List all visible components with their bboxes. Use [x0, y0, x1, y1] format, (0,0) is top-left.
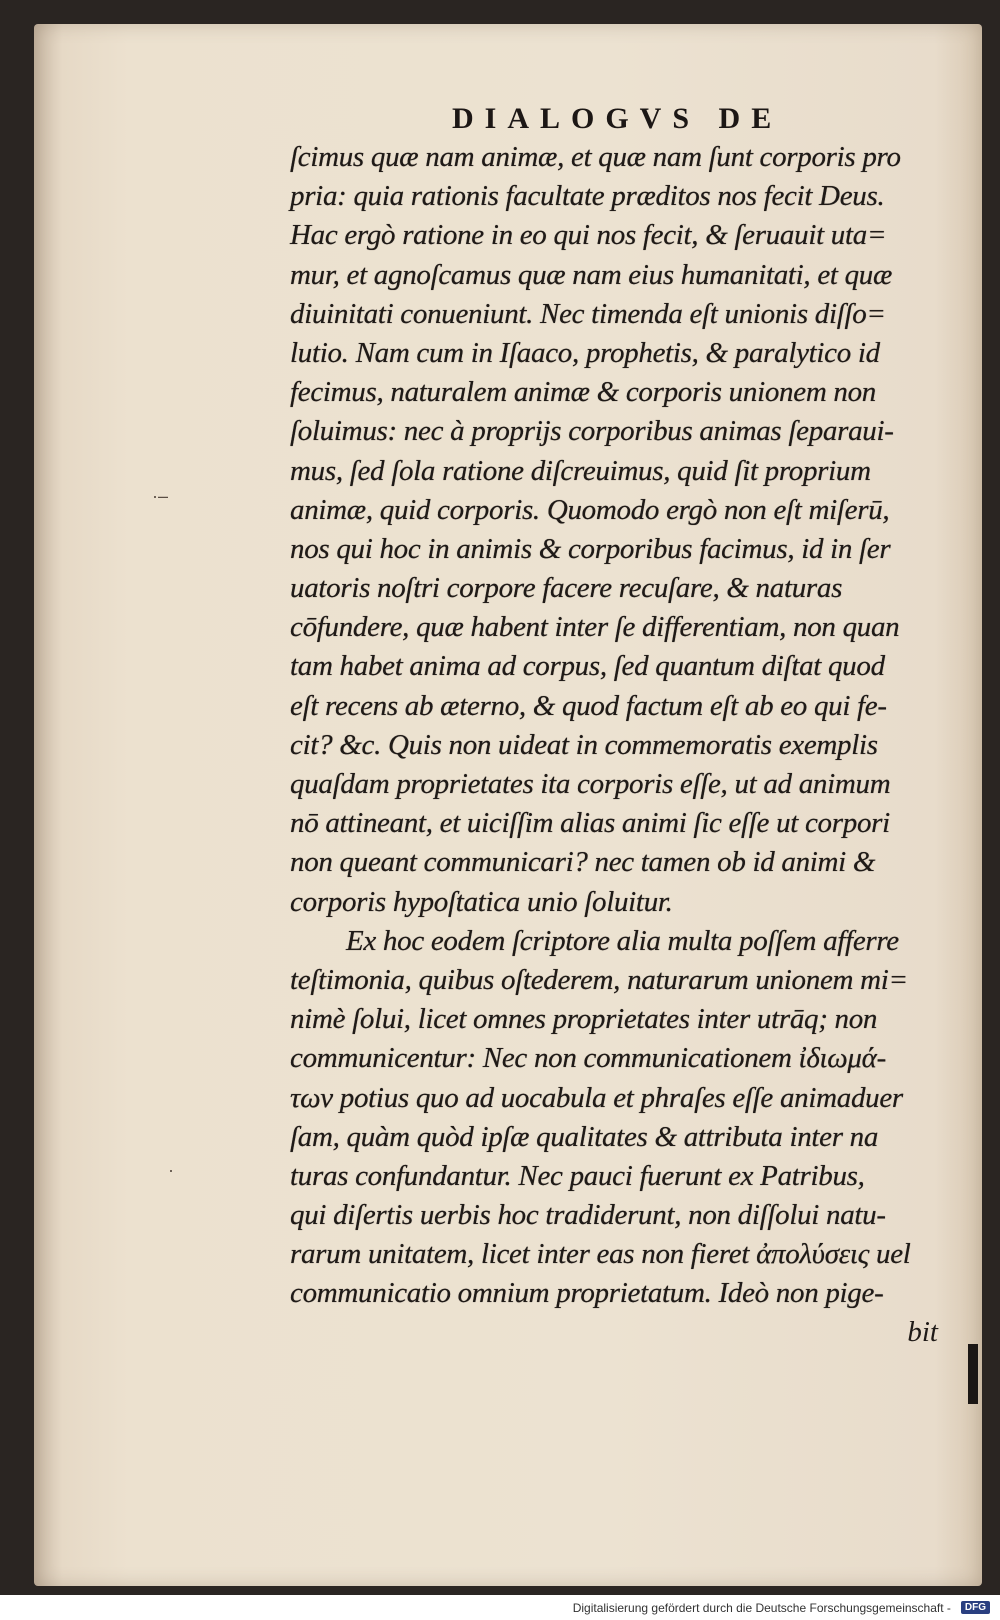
- text-line: turas confundantur. Nec pauci fuerunt ex Patribus,: [290, 1159, 865, 1192]
- margin-dot: ·: [168, 1160, 174, 1180]
- text-line: mus, ſed ſola ratione diſcreuimus, quid ſit proprium: [290, 454, 871, 487]
- margin-mark: ·–: [152, 486, 169, 506]
- catchword: bit: [907, 1315, 938, 1348]
- text-line: quaſdam proprietates ita corporis eſſe, ut ad animum: [290, 768, 891, 800]
- text-line: qui diſertis uerbis hoc tradiderunt, non diſſolui natu-: [290, 1199, 886, 1232]
- text-line: mur, et agnoſcamus quæ nam eius humanitati, et quæ: [290, 258, 893, 291]
- text-line: των potius quo ad uocabula et phraſes eſſe animaduer: [290, 1081, 903, 1114]
- text-line: tam habet anima ad corpus, ſed quantum diſtat quod: [290, 650, 885, 683]
- text-line: communicatio omnium proprietatum. Ideò non pige-: [290, 1277, 884, 1310]
- text-line: cōfundere, quæ habent inter ſe differentiam, non quan: [290, 611, 900, 644]
- text-line: non queant communicari? nec tamen ob id animi &: [290, 846, 876, 879]
- text-line: teſtimonia, quibus oſtederem, naturarum unionem mi=: [290, 963, 908, 996]
- text-line: lutio. Nam cum in Iſaaco, prophetis, & paralytico id: [290, 336, 880, 369]
- text-line: ſcimus quæ nam animæ, et quæ nam ſunt corporis pro: [290, 141, 901, 173]
- text-line: corporis hypoſtatica unio ſoluitur.: [290, 885, 673, 918]
- text-line: fecimus, naturalem animæ & corporis unionem non: [290, 376, 877, 409]
- text-line: animæ, quid corporis. Quomodo ergò non eſt miſerū,: [290, 493, 890, 526]
- text-line: ſam, quàm quòd ipſæ qualitates & attributa inter na: [290, 1120, 879, 1153]
- text-line: communicentur: Nec non communicationem ἰδιωμά-: [290, 1042, 886, 1075]
- text-block: [290, 138, 970, 1350]
- page-edge-shadow: [968, 1344, 978, 1404]
- running-head: DIALOGVS DE: [452, 102, 783, 135]
- text-line: eſt recens ab æterno, & quod factum eſt ab eo qui fe-: [290, 689, 887, 722]
- text-line: rarum unitatem, licet inter eas non fieret ἀπολύσεις uel: [290, 1238, 911, 1271]
- text-line: uatoris noſtri corpore facere recuſare, & naturas: [290, 572, 843, 605]
- text-line: nimè ſolui, licet omnes proprietates inter utrāq; non: [290, 1003, 878, 1036]
- paragraph-start-line: Ex hoc eodem ſcriptore alia multa poſſem afferre: [346, 924, 899, 957]
- text-line: cit? &c. Quis non uideat in commemoratis exemplis: [290, 728, 878, 761]
- dfg-logo: DFG: [961, 1601, 990, 1614]
- text-line: nō attineant, et uiciſſim alias animi ſic eſſe ut corpori: [290, 807, 890, 840]
- text-line: nos qui hoc in animis & corporibus facimus, id in ſer: [290, 532, 891, 565]
- text-line: Hac ergò ratione in eo qui nos fecit, & ſeruauit uta=: [290, 219, 887, 252]
- footer-credit: Digitalisierung gefördert durch die Deutsche Forschungsgemeinschaft -: [572, 1601, 951, 1615]
- text-line: ſoluimus: nec à proprijs corporibus animas ſeparaui-: [290, 415, 894, 448]
- text-line: pria: quia rationis facultate præditos nos fecit Deus.: [290, 180, 885, 213]
- footer-bar: [0, 1596, 1000, 1620]
- text-line: diuinitati conueniunt. Nec timenda eſt unionis diſſo=: [290, 297, 886, 330]
